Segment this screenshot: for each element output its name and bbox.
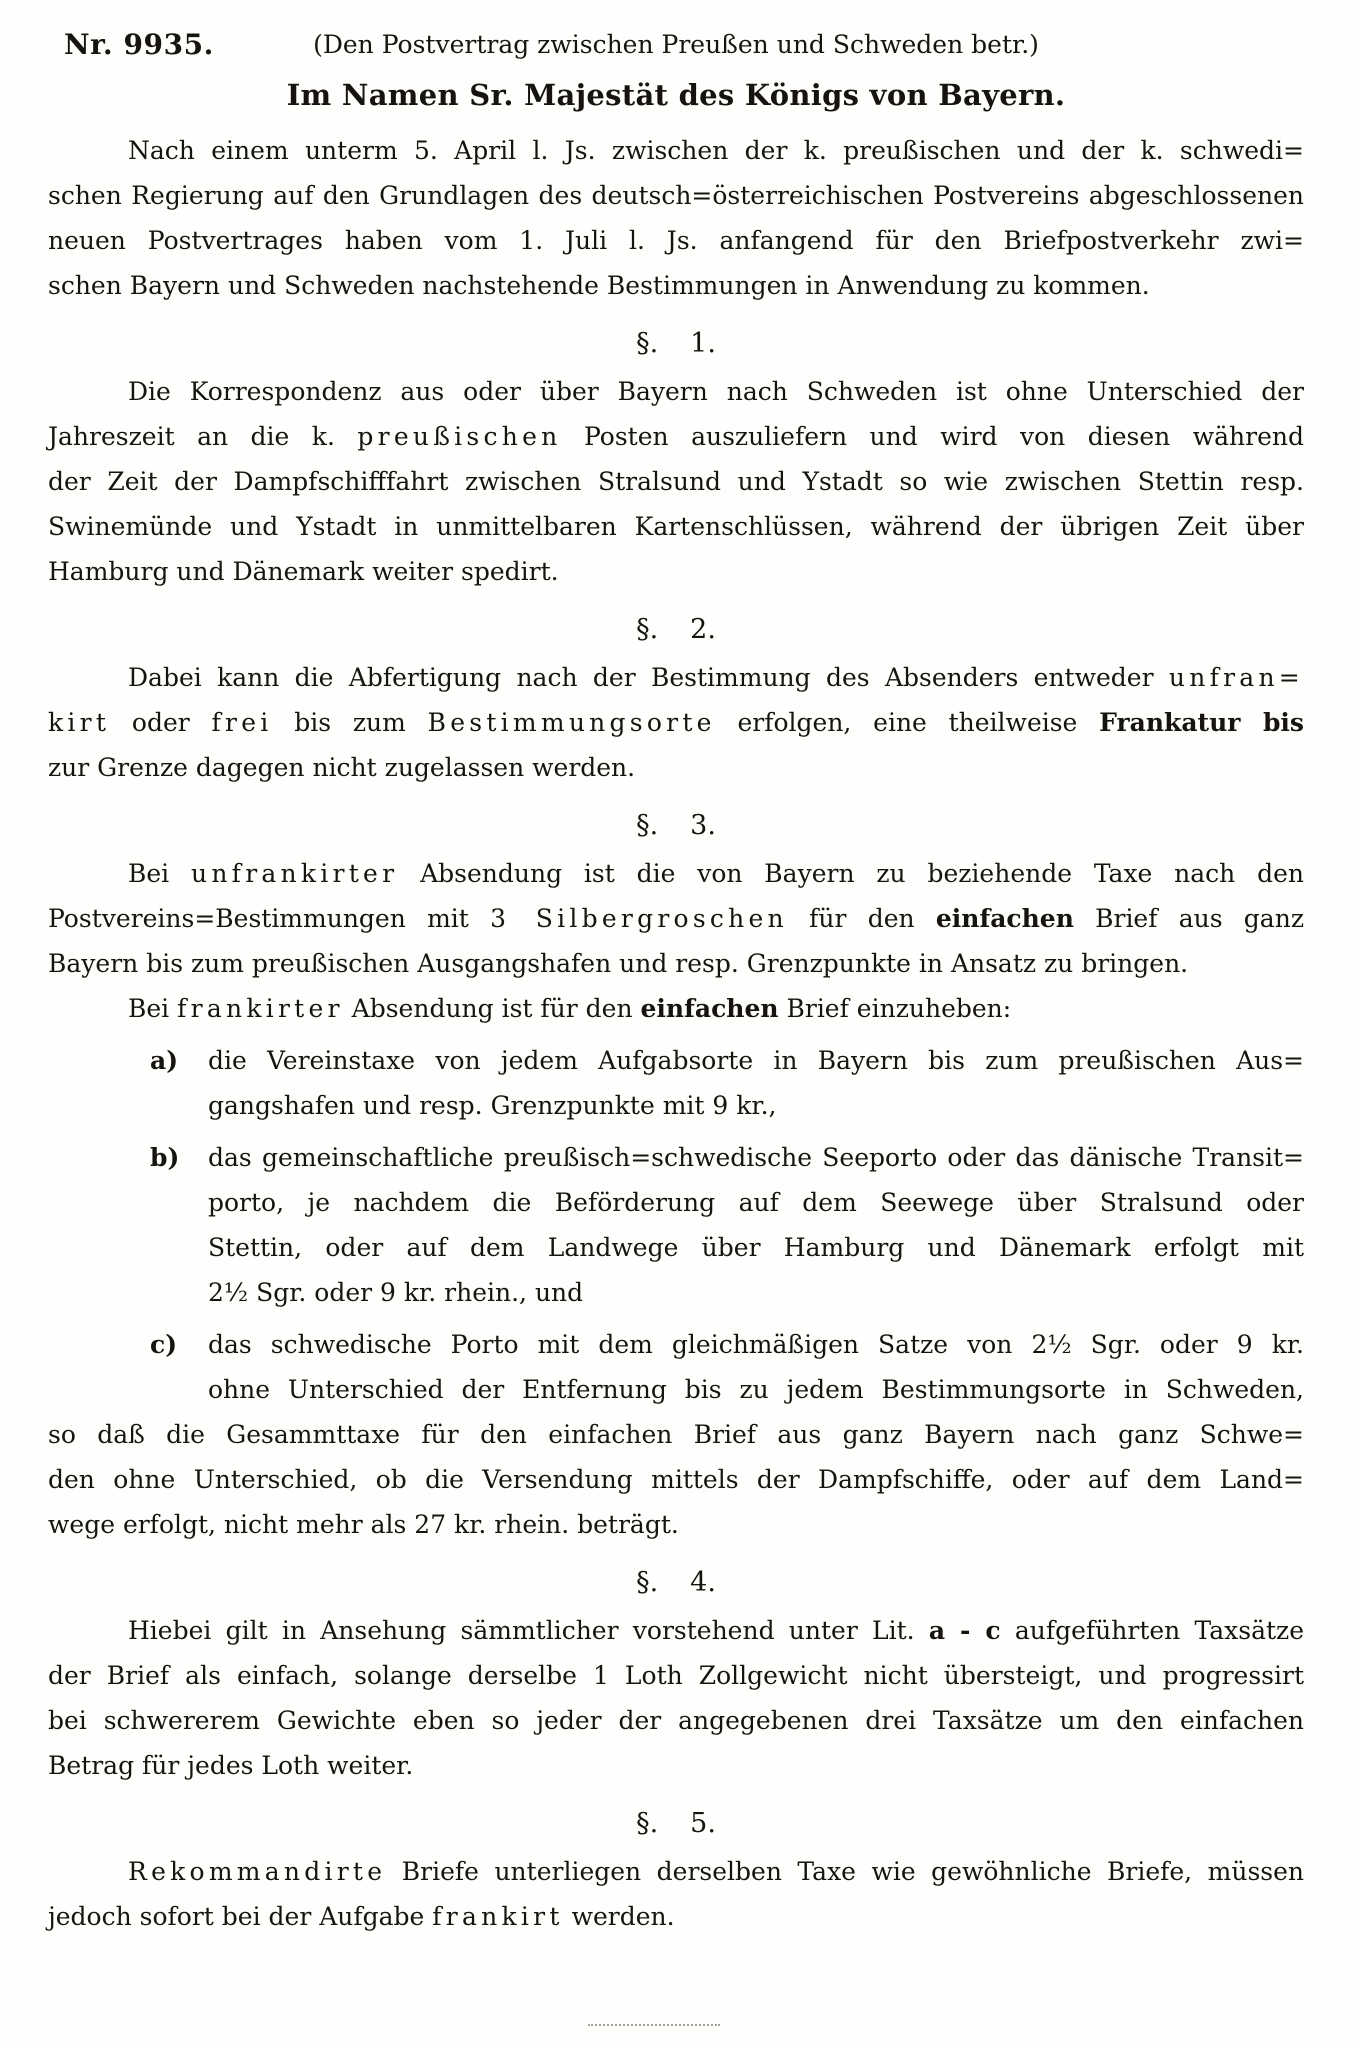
text-segment: Nach einem unterm 5. April l. Js. zwischen der k. preußischen und der k. schwedi= xyxy=(128,136,1304,165)
text-segment: Bayern bis zum preußischen Ausgangshafen und resp. Grenzpunkte in Ansatz zu bringen. xyxy=(48,949,1189,978)
text-segment: 3 Silbergroschen xyxy=(490,904,788,933)
section-number: 5. xyxy=(690,1808,716,1839)
text-line xyxy=(48,1894,1304,1939)
text-segment: Die Korrespondenz aus oder über Bayern nach Schweden ist ohne Unterschied der xyxy=(128,377,1304,406)
text-segment: für den xyxy=(787,904,936,933)
text-segment: erfolgen, eine theilweise xyxy=(715,708,1100,737)
text-segment: aufgeführten Taxsätze xyxy=(1000,1616,1304,1645)
text-segment: Dabei kann die Abfertigung nach der Bestimmung des Absenders entweder xyxy=(128,663,1169,692)
text-line xyxy=(48,1849,1304,1894)
text-line xyxy=(48,504,1304,549)
text-segment: das schwedische Porto mit dem gleichmäßigen Satze von 2½ Sgr. oder 9 kr. xyxy=(208,1330,1304,1359)
paragraph xyxy=(48,851,1304,986)
text-line xyxy=(48,896,1304,941)
text-segment: der Brief als einfach, solange derselbe 1 Loth Zollgewicht nicht übersteigt, und progressirt xyxy=(48,1661,1304,1690)
text-line xyxy=(48,700,1304,745)
text-segment: kirt xyxy=(48,708,111,737)
paragraph xyxy=(48,128,1304,308)
section-sign: §. xyxy=(636,1808,659,1839)
text-segment: der Zeit der Dampfschifffahrt zwischen Stralsund und Ystadt so wie zwischen Stettin resp. xyxy=(48,467,1304,496)
section-heading xyxy=(48,321,1304,366)
section-number: 2. xyxy=(690,614,716,645)
scan-artifact-dotted-line xyxy=(588,2024,720,2026)
text-segment: Absendung ist für den xyxy=(343,994,641,1023)
text-segment: Brief einzuheben: xyxy=(778,994,1012,1023)
text-segment: jedoch sofort bei der Aufgabe xyxy=(48,1902,433,1931)
section-number: 4. xyxy=(690,1567,716,1598)
section-sign: §. xyxy=(636,810,659,841)
text-segment: schen Regierung auf den Grundlagen des deutsch=österreichischen Postvereins abgeschlossenen xyxy=(48,181,1304,210)
section-heading xyxy=(48,1801,1304,1846)
paragraph xyxy=(48,1608,1304,1788)
text-segment: Absendung ist die von Bayern zu beziehende Taxe nach den xyxy=(398,859,1304,888)
text-segment: Betrag für jedes Loth weiter. xyxy=(48,1751,414,1780)
text-segment: Postvereins=Bestimmungen mit xyxy=(48,904,491,933)
text-segment: frankirter xyxy=(177,994,344,1023)
text-line xyxy=(48,1698,1304,1743)
text-segment: werden. xyxy=(563,1902,675,1931)
section-heading xyxy=(48,1560,1304,1605)
text-segment: unfran= xyxy=(1168,663,1304,692)
text-segment: Rekommandirte xyxy=(128,1857,387,1886)
item-marker: a) xyxy=(150,1046,179,1075)
text-line xyxy=(48,1457,1304,1502)
text-segment: Stettin, oder auf dem Landwege über Hamburg und Dänemark erfolgt mit xyxy=(208,1233,1304,1262)
paragraph xyxy=(48,369,1304,594)
text-segment: einfachen xyxy=(935,904,1074,933)
text-line xyxy=(48,1502,1304,1547)
text-segment: Hamburg und Dänemark weiter spedirt. xyxy=(48,557,559,586)
text-line xyxy=(48,1743,1304,1788)
text-segment: Bestimmungsorte xyxy=(427,708,716,737)
text-segment: Bei xyxy=(128,994,178,1023)
text-line xyxy=(208,1038,1304,1083)
text-segment: porto, je nachdem die Beförderung auf dem Seewege über Stralsund oder xyxy=(208,1188,1304,1217)
section-sign: §. xyxy=(636,328,659,359)
text-line xyxy=(48,1412,1304,1457)
text-segment: neuen Postvertrages haben vom 1. Juli l. Js. anfangend für den Briefpostverkehr zwi= xyxy=(48,226,1304,255)
text-segment: Posten auszuliefern und wird von diesen während xyxy=(561,422,1304,451)
text-segment: den ohne Unterschied, ob die Versendung mittels der Dampfschiffe, oder auf dem Land= xyxy=(48,1465,1304,1494)
text-line xyxy=(48,1653,1304,1698)
text-segment: ohne Unterschied der Entfernung bis zu jedem Bestimmungsorte in Schweden, xyxy=(208,1375,1304,1404)
text-segment: bis zum xyxy=(272,708,428,737)
text-line xyxy=(48,549,1304,594)
text-line xyxy=(48,655,1304,700)
text-segment: Brief aus ganz xyxy=(1073,904,1304,933)
text-line xyxy=(48,414,1304,459)
document-header xyxy=(48,22,1304,67)
text-line xyxy=(208,1270,1304,1315)
text-line xyxy=(208,1083,1304,1128)
text-segment: das gemeinschaftliche preußisch=schwedische Seeporto oder das dänische Transit= xyxy=(208,1143,1304,1172)
text-segment: einfachen xyxy=(640,994,779,1023)
list-item xyxy=(48,1322,1304,1412)
text-line xyxy=(48,459,1304,504)
section-heading xyxy=(48,803,1304,848)
text-segment: Briefe unterliegen derselben Taxe wie gewöhnliche Briefe, müssen xyxy=(386,1857,1304,1886)
text-line xyxy=(48,1608,1304,1653)
text-segment: Bei xyxy=(128,859,191,888)
text-segment: bei schwererem Gewichte eben so jeder der angegebenen drei Taxsätze um den einfachen xyxy=(48,1706,1304,1735)
list-item xyxy=(48,1038,1304,1128)
text-segment: oder xyxy=(110,708,212,737)
text-line xyxy=(208,1322,1304,1367)
text-segment: a - c xyxy=(928,1616,1001,1645)
text-segment: Frankatur bis xyxy=(1099,708,1304,737)
text-line xyxy=(48,369,1304,414)
text-segment: wege erfolgt, nicht mehr als 27 kr. rhein. beträgt. xyxy=(48,1510,679,1539)
text-segment: unfrankirter xyxy=(190,859,399,888)
text-segment: frei xyxy=(211,708,273,737)
section-sign: §. xyxy=(636,1567,659,1598)
text-segment: zur Grenze dagegen nicht zugelassen werden. xyxy=(48,753,636,782)
document-body xyxy=(48,128,1304,1939)
document-subject: (Den Postvertrag zwischen Preußen und Schweden betr.) xyxy=(313,30,1039,59)
text-line xyxy=(48,218,1304,263)
text-segment: frankirt xyxy=(432,1902,564,1931)
list-item xyxy=(48,1135,1304,1315)
paragraph xyxy=(48,986,1304,1031)
text-segment: 2½ Sgr. oder 9 kr. rhein., und xyxy=(208,1278,584,1307)
paragraph xyxy=(48,1412,1304,1547)
text-line xyxy=(208,1367,1304,1412)
item-marker: b) xyxy=(150,1143,180,1172)
section-number: 1. xyxy=(690,328,716,359)
document-title: Im Namen Sr. Majestät des Königs von Bayern. xyxy=(286,78,1066,112)
document-number: Nr. 9935. xyxy=(64,28,214,61)
text-segment: die Vereinstaxe von jedem Aufgabsorte in Bayern bis zum preußischen Aus= xyxy=(208,1046,1304,1075)
text-segment: so daß die Gesammttaxe für den einfachen Brief aus ganz Bayern nach ganz Schwe= xyxy=(48,1420,1304,1449)
text-line xyxy=(48,986,1304,1031)
section-heading xyxy=(48,607,1304,652)
text-line xyxy=(48,851,1304,896)
text-segment: Jahreszeit an die k. xyxy=(48,422,358,451)
text-line xyxy=(208,1135,1304,1180)
text-line xyxy=(48,173,1304,218)
text-segment: gangshafen und resp. Grenzpunkte mit 9 kr., xyxy=(208,1091,777,1120)
item-marker: c) xyxy=(150,1330,178,1359)
text-segment: schen Bayern und Schweden nachstehende Bestimmungen in Anwendung zu kommen. xyxy=(48,271,1150,300)
text-line xyxy=(48,745,1304,790)
text-line xyxy=(208,1225,1304,1270)
text-line xyxy=(208,1180,1304,1225)
text-segment: Swinemünde und Ystadt in unmittelbaren Kartenschlüssen, während der übrigen Zeit über xyxy=(48,512,1304,541)
section-number: 3. xyxy=(690,810,716,841)
section-sign: §. xyxy=(636,614,659,645)
text-line xyxy=(48,941,1304,986)
text-segment: Hiebei gilt in Ansehung sämmtlicher vorstehend unter Lit. xyxy=(128,1616,929,1645)
text-line xyxy=(48,128,1304,173)
text-line xyxy=(48,263,1304,308)
text-segment: preußischen xyxy=(357,422,562,451)
paragraph xyxy=(48,1849,1304,1939)
paragraph xyxy=(48,655,1304,790)
